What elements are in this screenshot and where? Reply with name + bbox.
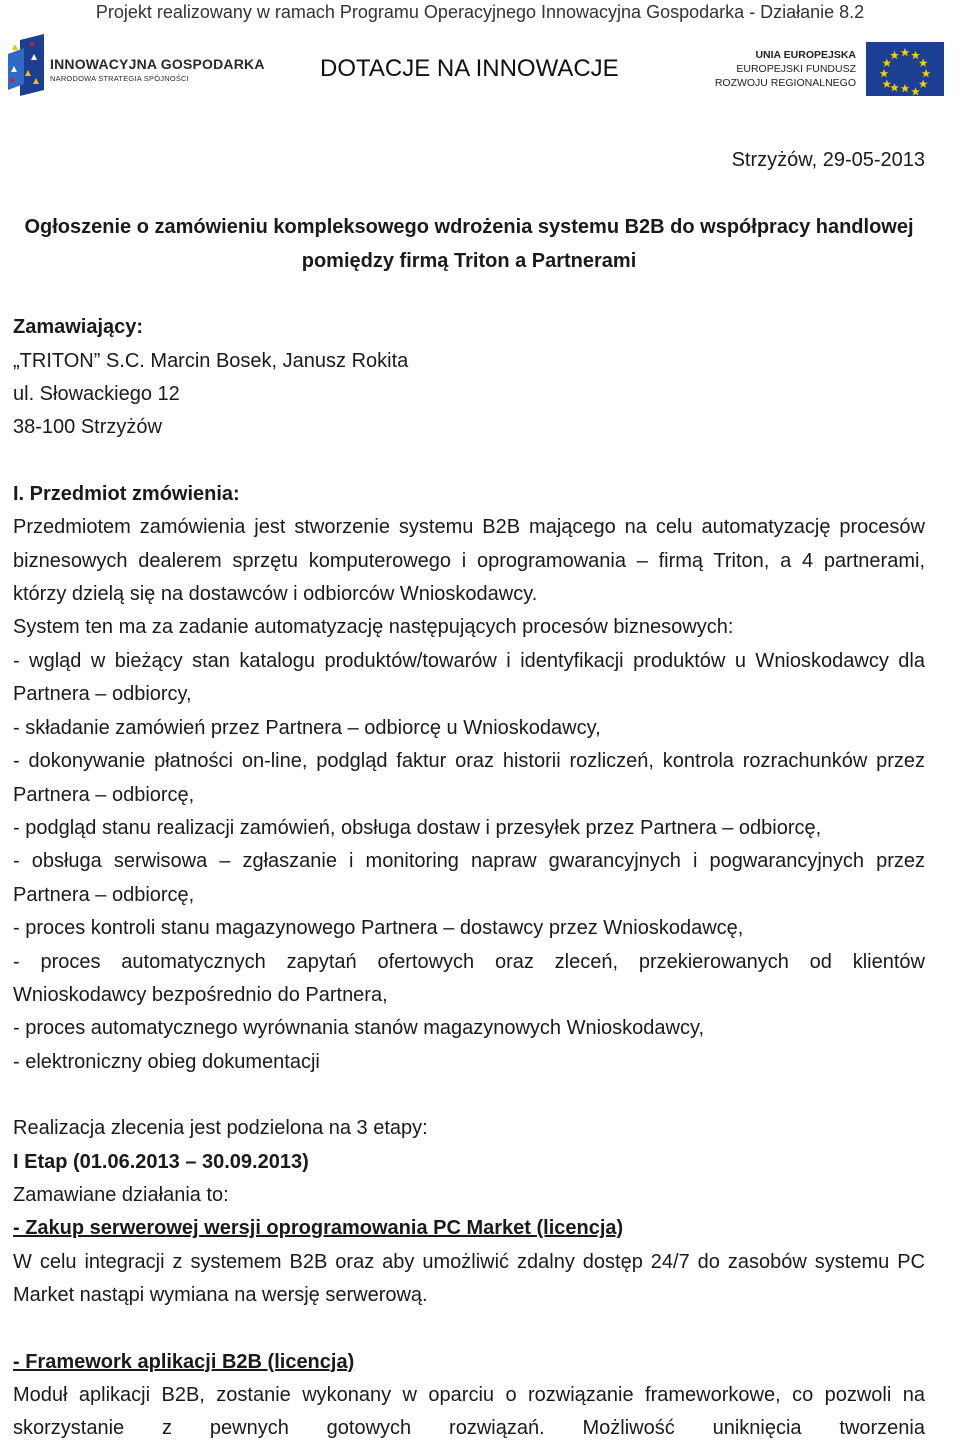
- orderer-street: ul. Słowackiego 12: [13, 383, 180, 406]
- item-2-heading: - Framework aplikacji B2B (licencja): [13, 1350, 355, 1373]
- spacer: [13, 1079, 925, 1112]
- eu-logo: [704, 40, 944, 96]
- process-item: - podgląd stanu realizacji zamówień, obsługa dostaw i przesyłek przez Partnera – odbiorcę,: [13, 816, 822, 839]
- spacer: [13, 278, 925, 311]
- document-header: [0, 30, 960, 100]
- logo-left-subtitle: NARODOWA STRATEGIA SPÓJNOŚCI: [50, 74, 189, 83]
- stage-1-actions-label: Zamawiane działania to:: [13, 1183, 229, 1206]
- process-item: - wgląd w bieżący stan katalogu produktów/towarów i identyfikacji produktów u Wnioskodawcy dla Partnera – odbiorcy,: [13, 649, 925, 706]
- system-intro: System ten ma za zadanie automatyzację następujących procesów biznesowych:: [13, 616, 734, 639]
- process-item: - dokonywanie płatności on-line, podgląd faktur oraz historii rozliczeń, kontrola rozrachunków przez Partnera – odbiorcę,: [13, 750, 925, 806]
- section-1-heading: I. Przedmiot zmówienia:: [13, 482, 240, 505]
- process-item: - elektroniczny obieg dokumentacji: [13, 1050, 320, 1073]
- orderer-name: „TRITON” S.C. Marcin Bosek, Janusz Rokita: [13, 349, 409, 372]
- process-item: - proces kontroli stanu magazynowego Partnera – dostawcy przez Wnioskodawcę,: [13, 917, 744, 940]
- item-2-text: Moduł aplikacji B2B, zostanie wykonany w oparciu o rozwiązanie frameworkowe, co pozwoli na skorzystanie z pewnych gotowych rozwiązań. Możliwość uniknięcia tworzenia: [13, 1384, 925, 1440]
- item-1-heading: - Zakup serwerowej wersji oprogramowania PC Market (licencja): [13, 1217, 624, 1240]
- document-body: [13, 144, 925, 1446]
- eu-flag-icon: [866, 42, 944, 96]
- innowacyjna-gospodarka-logo: [6, 34, 265, 96]
- process-item: - obsługa serwisowa – zgłaszanie i monitoring napraw gwarancyjnych i pogwarancyjnych przez Partnera – odbiorcę,: [13, 850, 925, 906]
- document-date: Strzyżów, 29-05-2013: [731, 149, 925, 171]
- eu-logo-text: [715, 48, 856, 90]
- document-title: Ogłoszenie o zamówieniu kompleksowego wdrożenia systemu B2B do współpracy handlowej pomiędzy firmą Triton a Partnerami: [24, 216, 914, 272]
- eu-logo-line-3: ROZWOJU REGIONALNEGO: [714, 77, 856, 89]
- spacer: [13, 1313, 925, 1346]
- header-title: DOTACJE NA INNOWACJE: [320, 55, 619, 82]
- stages-intro: Realizacja zlecenia jest podzielona na 3 etapy:: [13, 1117, 428, 1140]
- stage-1-heading: I Etap (01.06.2013 – 30.09.2013): [13, 1150, 309, 1173]
- innowacyjna-gospodarka-logo-icon: [6, 34, 46, 96]
- process-item: - proces automatycznych zapytań ofertowych oraz zleceń, przekierowanych od klientów Wnioskodawcy bezpośrednio do Partnera,: [13, 950, 925, 1006]
- eu-logo-line-2: EUROPEJSKI FUNDUSZ: [736, 63, 856, 75]
- orderer-city: 38-100 Strzyżów: [13, 416, 162, 439]
- item-1-text: W celu integracji z systemem B2B oraz aby umożliwić zdalny dostęp 24/7 do zasobów systemu PC Market nastąpi wymiana na wersję serwerową.: [13, 1250, 925, 1307]
- orderer-heading: Zamawiający:: [13, 316, 144, 339]
- process-item: - proces automatycznego wyrównania stanów magazynowych Wnioskodawcy,: [13, 1017, 705, 1040]
- process-item: - składanie zamówień przez Partnera – odbiorcę u Wnioskodawcy,: [13, 716, 601, 739]
- spacer: [13, 445, 925, 478]
- eu-logo-line-1: UNIA EUROPEJSKA: [755, 49, 856, 61]
- section-1-intro: Przedmiotem zamówienia jest stworzenie systemu B2B mającego na celu automatyzację procesów biznesowych dealerem sprzętu komputerowego i oprogramowania – firmą Triton, a 4 partnerami, którzy dzielą się na dostawców i odbiorców Wnioskodawcy.: [13, 516, 925, 606]
- project-notice: Projekt realizowany w ramach Programu Operacyjnego Innowacyjna Gospodarka - Działanie 8.2: [95, 2, 865, 22]
- logo-left-name: INNOWACYJNA GOSPODARKA: [50, 56, 265, 72]
